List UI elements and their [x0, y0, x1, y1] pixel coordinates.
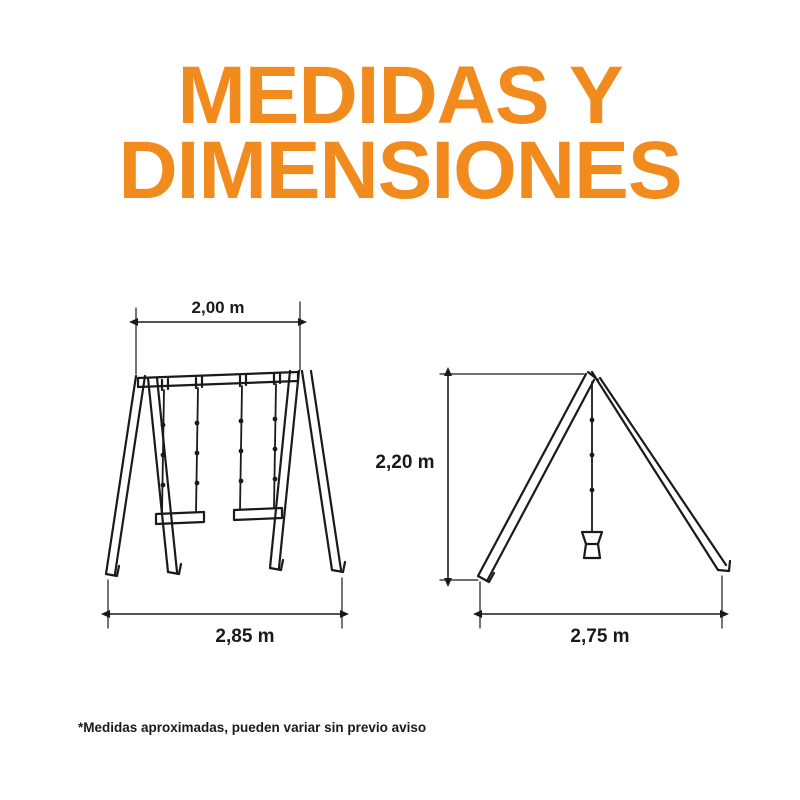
swing-side-view-graphic: [440, 372, 730, 628]
front-bottom-dimension-label: 2,85 m: [215, 626, 275, 647]
title-line-1: MEDIDAS Y: [177, 50, 623, 141]
title-line-2: DIMENSIONES: [118, 125, 682, 217]
swing-front-view-graphic: [106, 302, 345, 628]
page-title: [0, 50, 800, 217]
side-bottom-dimension-label: 2,75 m: [570, 626, 630, 647]
side-height-dimension-label: 2,20 m: [375, 452, 435, 473]
dimensions-drawing: [0, 250, 800, 690]
front-top-dimension-label: 2,00 m: [191, 298, 245, 317]
footnote-text: *Medidas aproximadas, pueden variar sin previo aviso: [78, 720, 427, 735]
